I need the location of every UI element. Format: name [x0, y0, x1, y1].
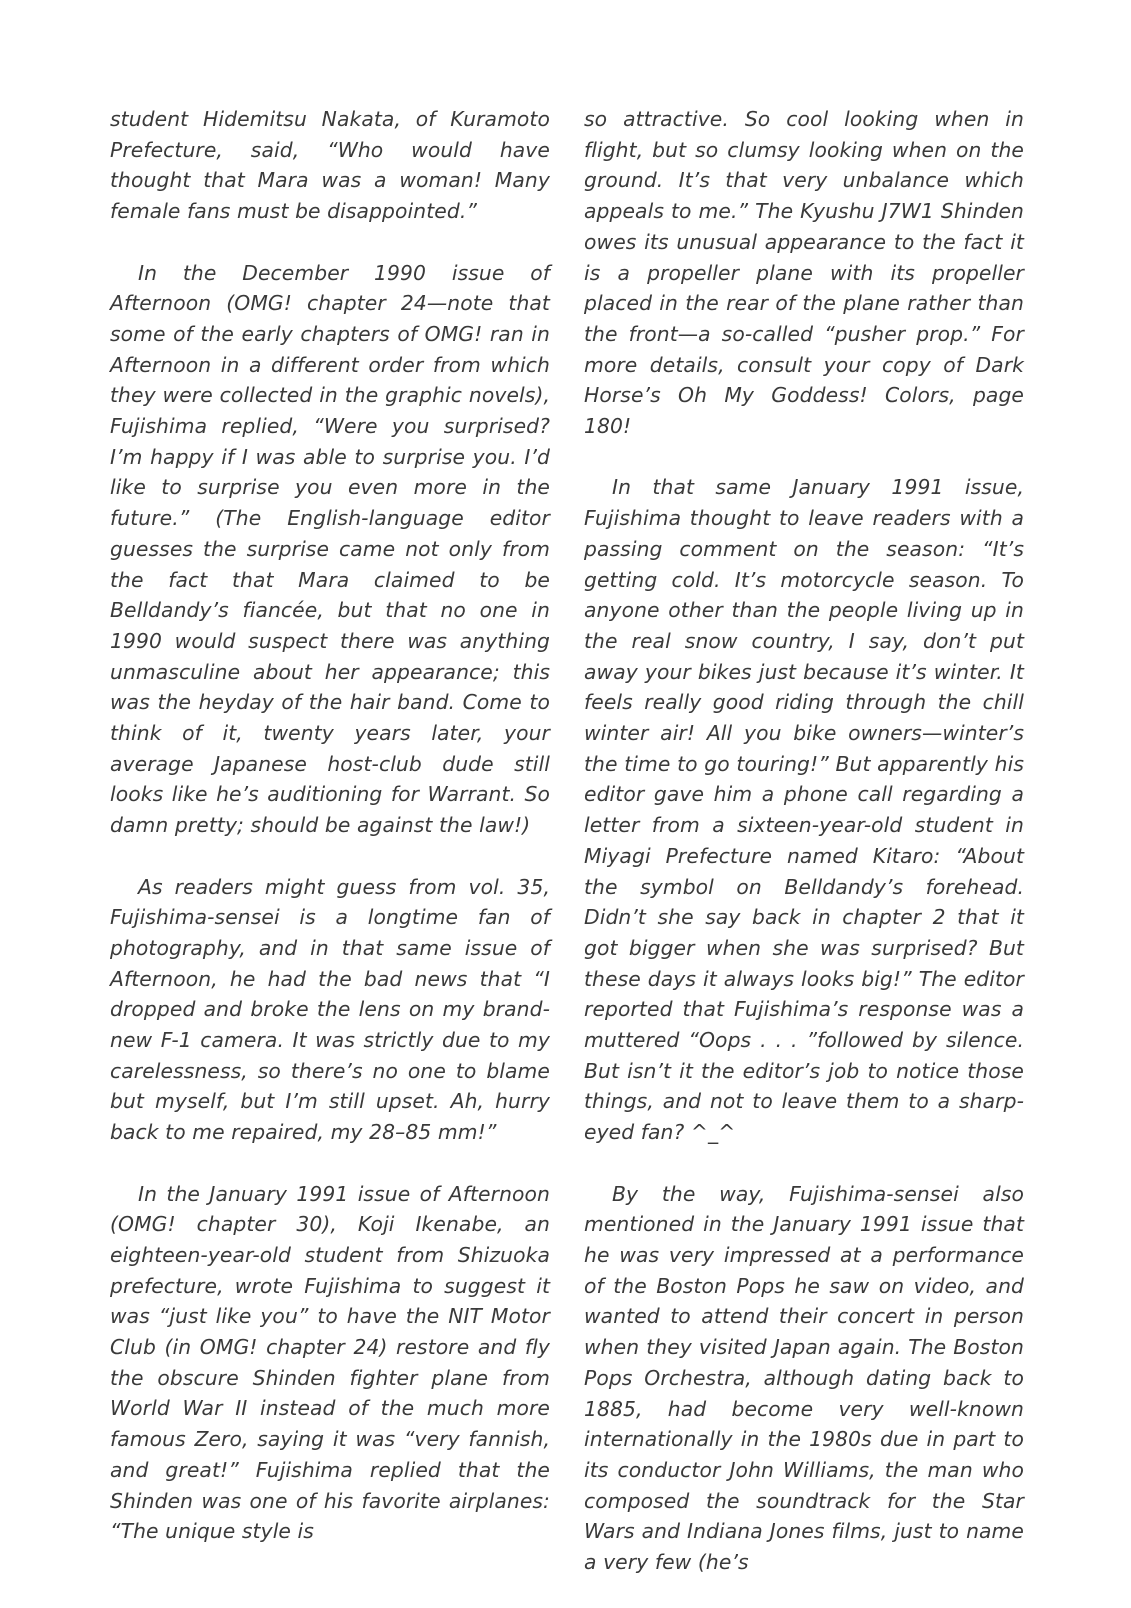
- paragraph: student Hidemitsu Nakata, of Kuramoto Prefecture, said, “Who would have thought that Mara was a woman! Many female fans must be disappointed.”: [110, 107, 550, 224]
- paragraph: As readers might guess from vol. 35, Fujishima-sensei is a longtime fan of photography, and in that same issue of Afternoon, he had the bad news that “I dropped and broke the lens on my brand-new F-1 camera. It was strictly due to my carelessness, so there’s no one to blame but myself, but I’m still upset. Ah, hurry back to me repaired, my 28–85 mm!”: [110, 874, 550, 1145]
- paragraph: In that same January 1991 issue, Fujishima thought to leave readers with a passing comment on the season: “It’s getting cold. It’s motorcycle season. To anyone other than the people living up in the real snow country, I say, don’t put away your bikes just because it’s winter. It feels really good riding through the chill winter air! All you bike owners—winter’s the time to go touring!” But apparently his editor gave him a phone call regarding a letter from a sixteen-year-old student in Miyagi Prefecture named Kitaro: “About the symbol on Belldandy’s forehead. Didn’t she say back in chapter 2 that it got bigger when she was surprised? But these days it always looks big!” The editor reported that Fujishima’s response was a muttered “Oops . . . ”followed by silence. But isn’t it the editor’s job to notice those things, and not to leave them to a sharp-eyed fan? ^_^: [584, 475, 1024, 1145]
- paragraph: In the January 1991 issue of Afternoon (OMG! chapter 30), Koji Ikenabe, an eighteen-year-old student from Shizuoka prefecture, wrote Fujishima to suggest it was “just like you” to have the NIT Motor Club (in OMG! chapter 24) restore and fly the obscure Shinden fighter plane from World War II instead of the much more famous Zero, saying it was “very fannish, and great!” Fujishima replied that the Shinden was one of his favorite airplanes: “The unique style is: [110, 1181, 550, 1544]
- right-text-column: [584, 104, 1024, 1608]
- paragraph: By the way, Fujishima-sensei also mentioned in the January 1991 issue that he was very impressed at a performance of the Boston Pops he saw on video, and wanted to attend their concert in person when they visited Japan again. The Boston Pops Orchestra, although dating back to 1885, had become very well-known internationally in the 1980s due in part to its conductor John Williams, the man who composed the soundtrack for the Star Wars and Indiana Jones films, just to name a very few (he’s: [584, 1181, 1024, 1575]
- paragraph: In the December 1990 issue of Afternoon (OMG! chapter 24—note that some of the early chapters of OMG! ran in Afternoon in a different order from which they were collected in the graphic novels), Fujishima replied, “Were you surprised? I’m happy if I was able to surprise you. I’d like to surprise you even more in the future.” (The English-language editor guesses the surprise came not only from the fact that Mara claimed to be Belldandy’s fiancée, but that no one in 1990 would suspect there was anything unmasculine about her appearance; this was the heyday of the hair band. Come to think of it, twenty years later, your average Japanese host-club dude still looks like he’s auditioning for Warrant. So damn pretty; should be against the law!): [110, 260, 550, 838]
- left-text-column: [110, 104, 550, 1578]
- paragraph: so attractive. So cool looking when in flight, but so clumsy looking when on the ground. It’s that very unbalance which appeals to me.” The Kyushu J7W1 Shinden owes its unusual appearance to the fact it is a propeller plane with its propeller placed in the rear of the plane rather than the front—a so-called “pusher prop.” For more details, consult your copy of Dark Horse’s Oh My Goddess! Colors, page 180!: [584, 107, 1024, 439]
